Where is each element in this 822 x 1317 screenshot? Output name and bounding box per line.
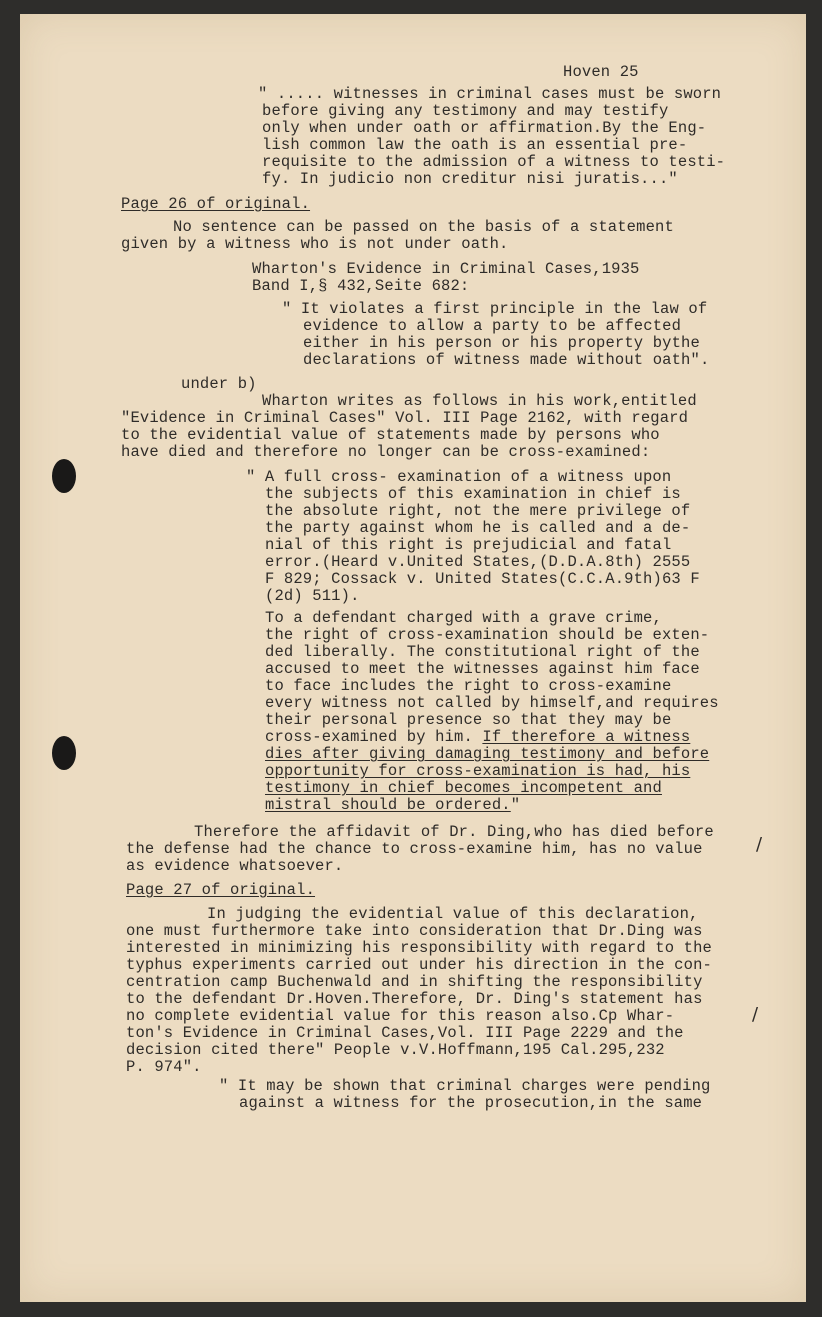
paragraph-4-line: In judging the evidential value of this declaration,	[207, 905, 699, 923]
page-marker: Hoven 25	[563, 63, 639, 81]
paragraph-4-line: ton's Evidence in Criminal Cases,Vol. III Page 2229 and the	[126, 1024, 684, 1042]
quote-3-line: error.(Heard v.United States,(D.D.A.8th) 2555	[265, 553, 691, 571]
paragraph-2-line: have died and therefore no longer can be cross-examined:	[121, 443, 651, 461]
quote-3b-line: accused to meet the witnesses against him face	[265, 660, 700, 678]
quote-2-line: declarations of witness made without oath".	[303, 351, 710, 369]
document-page	[20, 14, 806, 1302]
punch-hole-lower	[52, 736, 76, 770]
section-label-under-b: under b)	[181, 375, 257, 393]
paragraph-2-line: "Evidence in Criminal Cases" Vol. III Page 2162, with regard	[121, 409, 689, 427]
paragraph-4-line: typhus experiments carried out under his direction in the con-	[126, 956, 712, 974]
paragraph-4-line: interested in minimizing his responsibility with regard to the	[126, 939, 712, 957]
quote-3-line: the absolute right, not the mere privilege of	[265, 502, 691, 520]
quote-2-line: either in his person or his property bythe	[303, 334, 700, 352]
paragraph-2-line: to the evidential value of statements made by persons who	[121, 426, 660, 444]
margin-check-mark: /	[752, 1004, 759, 1025]
quote-1-line: requisite to the admission of a witness to testi-	[262, 153, 726, 171]
paragraph-4-line: decision cited there" People v.V.Hoffmann,195 Cal.295,232	[126, 1041, 665, 1059]
quote-3b-plain-segment: cross-examined by him.	[265, 728, 483, 746]
quote-3-line: F 829; Cossack v. United States(C.C.A.9th)63 F	[265, 570, 700, 588]
quote-4-line: " It may be shown that criminal charges were pending	[219, 1077, 711, 1095]
citation-1-line: Band I,§ 432,Seite 682:	[252, 277, 470, 295]
section-heading-page-26: Page 26 of original.	[121, 195, 311, 213]
closing-quote-mark: "	[510, 796, 521, 814]
quote-3b-underlined-line: testimony in chief becomes incompetent and	[265, 779, 662, 797]
quote-1-line: " ..... witnesses in criminal cases must be sworn	[258, 85, 722, 103]
paragraph-1-line: given by a witness who is not under oath.	[121, 235, 509, 253]
paragraph-4-line: centration camp Buchenwald and in shifting the responsibility	[126, 973, 703, 991]
paragraph-3-line: Therefore the affidavit of Dr. Ding,who has died before	[194, 823, 714, 841]
quote-3-line: the party against whom he is called and a de-	[265, 519, 691, 537]
quote-3b-last-line	[265, 797, 520, 814]
paragraph-4-line: P. 974".	[126, 1058, 202, 1076]
quote-3-line: nial of this right is prejudicial and fatal	[265, 536, 672, 554]
quote-3b-underlined-segment: mistral should be ordered.	[265, 796, 511, 814]
quote-3b-line: to face includes the right to cross-examine	[265, 677, 672, 695]
paragraph-4-line: to the defendant Dr.Hoven.Therefore, Dr. Ding's statement has	[126, 990, 703, 1008]
quote-3b-underlined-line: opportunity for cross-examination is had, his	[265, 762, 691, 780]
paragraph-3-line: the defense had the chance to cross-examine him, has no value	[126, 840, 703, 858]
margin-check-mark: /	[756, 834, 763, 855]
section-heading-page-27: Page 27 of original.	[126, 881, 316, 899]
quote-2-line: " It violates a first principle in the law of	[282, 300, 708, 318]
quote-3b-line-mixed	[265, 729, 690, 746]
paragraph-3-line: as evidence whatsoever.	[126, 857, 344, 875]
quote-3-line: the subjects of this examination in chief is	[265, 485, 681, 503]
quote-1-line: lish common law the oath is an essential pre-	[262, 136, 688, 154]
quote-3b-underlined-line: dies after giving damaging testimony and before	[265, 745, 710, 763]
paragraph-4-line: one must furthermore take into consideration that Dr.Ding was	[126, 922, 703, 940]
quote-3b-underlined-segment: If therefore a witness	[482, 728, 691, 746]
quote-1-line: fy. In judicio non creditur nisi juratis..."	[262, 170, 678, 188]
quote-3-line: (2d) 511).	[265, 587, 360, 605]
citation-1-line: Wharton's Evidence in Criminal Cases,1935	[252, 260, 640, 278]
quote-1-line: before giving any testimony and may testify	[262, 102, 669, 120]
quote-4-line: against a witness for the prosecution,in the same	[239, 1094, 703, 1112]
quote-1-line: only when under oath or affirmation.By the Eng-	[262, 119, 707, 137]
quote-3b-line: their personal presence so that they may be	[265, 711, 672, 729]
paragraph-4-line: no complete evidential value for this reason also.Cp Whar-	[126, 1007, 675, 1025]
quote-3b-line: every witness not called by himself,and requires	[265, 694, 719, 712]
quote-3b-line: the right of cross-examination should be exten-	[265, 626, 710, 644]
punch-hole-upper	[52, 459, 76, 493]
paragraph-2-line: Wharton writes as follows in his work,entitled	[262, 392, 697, 410]
quote-3-line: " A full cross- examination of a witness upon	[246, 468, 672, 486]
quote-3b-line: To a defendant charged with a grave crime,	[265, 609, 662, 627]
paragraph-1-line: No sentence can be passed on the basis of a statement	[173, 218, 674, 236]
quote-2-line: evidence to allow a party to be affected	[303, 317, 682, 335]
quote-3b-line: ded liberally. The constitutional right of the	[265, 643, 700, 661]
